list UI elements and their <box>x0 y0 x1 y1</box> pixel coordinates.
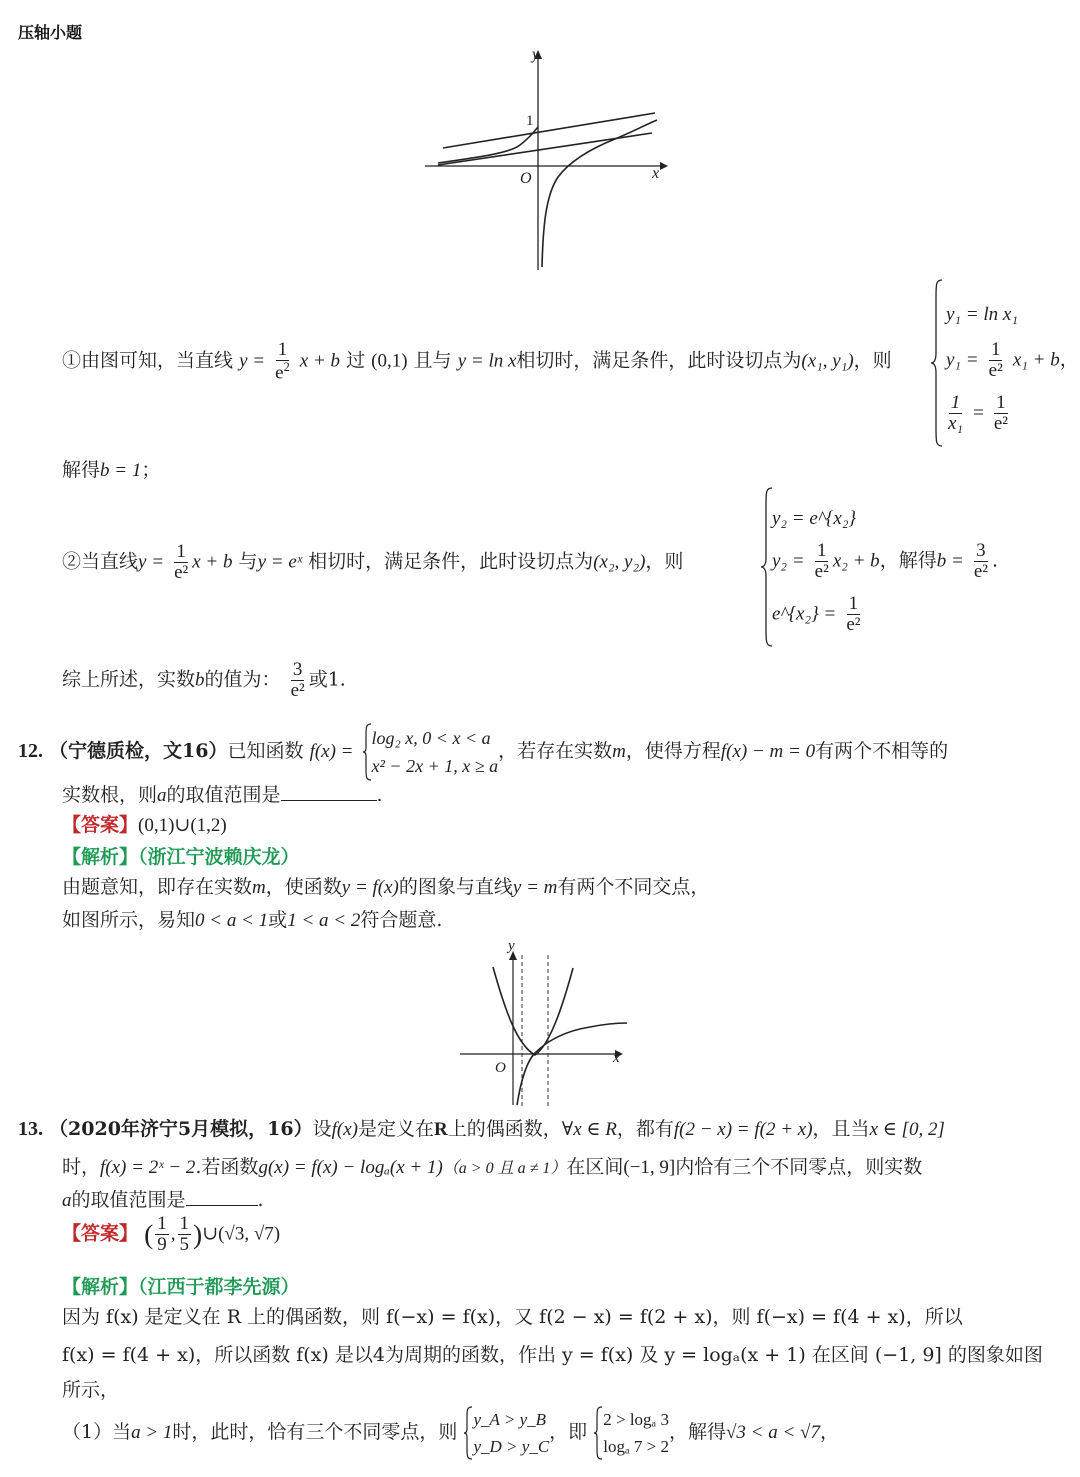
part1-line: ①由图可知，当直线 y = $\frac{1}{e^2}$ x + b 过 (0,1) 且与 y = ln x相切时，满足条件，此时设切点为(x₁, y₁)，则 <box>62 339 892 384</box>
graph1-y-label: y <box>532 46 540 63</box>
q12-analysis-header: 【解析】（浙江宁波赖庆龙） <box>62 846 300 868</box>
part1-result: 解得b = 1； <box>62 459 161 481</box>
q12-analysis-line2: 如图所示，易知0 < a < 1或1 < a < 2符合题意. <box>62 909 443 931</box>
answer-blank[interactable] <box>186 1205 258 1206</box>
graph2-y-label: y <box>508 938 515 954</box>
q13-analysis-line2: f(x) = f(4 + x)，所以函数 f(x) 是以4为周期的函数，作出 y = f(x) 及 y = logₐ(x + 1) 在区间 (−1, 9] 的图象如图 <box>62 1344 1043 1366</box>
graph2-origin-label: O <box>495 1060 506 1076</box>
q13-analysis-line1: 因为 f(x) 是定义在 R 上的偶函数，则 f(−x) = f(x)，又 f(2 − x) = f(2 + x)，则 f(−x) = f(4 + x)，所以 <box>62 1306 963 1328</box>
q12-line1: 12. （宁德质检，文16）已知函数 f(x) = log₂ x, 0 < x < a x² − 2x + 1, x ≥ a ，若存在实数m，使得方程f(x) − m = 0有两个不相等的 <box>18 722 948 782</box>
graph-parabola-log <box>455 935 635 1110</box>
q13-line2: 时，f(x) = 2ˣ − 2.若函数g(x) = f(x) − logₐ(x + 1)（a > 0 且 a ≠ 1）在区间(−1, 9]内恰有三个不同零点，则实数 <box>62 1156 923 1178</box>
graph-tangent-lines <box>420 45 680 275</box>
graph2-x-label: x <box>613 1050 620 1066</box>
graph1-x-label: x <box>652 165 660 182</box>
summary-line: 综上所述，实数b的值为： $\frac{3}{\text{e²}}$ 或1. <box>62 659 346 701</box>
q12-line2: 实数根，则a的取值范围是 . <box>62 784 383 806</box>
answer-blank[interactable] <box>281 800 377 801</box>
q13-analysis-header: 【解析】（江西于都李先源） <box>62 1276 300 1298</box>
q12-analysis-line1: 由题意知，即存在实数m，使函数y = f(x)的图象与直线y = m有两个不同交点， <box>62 876 710 898</box>
graph1-origin-label: O <box>520 170 532 187</box>
q12-answer: 【答案】(0,1)∪(1,2) <box>62 814 227 836</box>
q13-line1: 13. （2020年济宁5月模拟，16）设f(x)是定义在R上的偶函数，∀x ∈ R，都有f(2 − x) = f(2 + x)，且当x ∈ [0, 2] <box>18 1118 945 1140</box>
part2-line: ②当直线y = $\frac{1}{\text{e²}}$ x + b 与y = eˣ 相切时，满足条件，此时设切点为(x₂, y₂)，则 <box>62 541 684 583</box>
graph1-tick-1: 1 <box>526 113 534 129</box>
q13-case1: （1）当a > 1时，此时，恰有三个不同零点，则 y_A > y_B y_D > y_C ，即 2 > logₐ 3 logₐ 7 > 2 ，解得√3 < a < √7， <box>62 1405 839 1461</box>
fraction: $\frac{1}{e^2}$ <box>275 339 290 384</box>
q13-answer: 【答案】 ( $\frac{1}{9}$ , $\frac{1}{5}$ )∪(√3, √7) <box>62 1213 281 1255</box>
section-heading: 压轴小题 <box>18 23 83 42</box>
q13-line3: a的取值范围是 . <box>62 1189 264 1211</box>
q13-analysis-line3: 所示， <box>62 1379 120 1401</box>
